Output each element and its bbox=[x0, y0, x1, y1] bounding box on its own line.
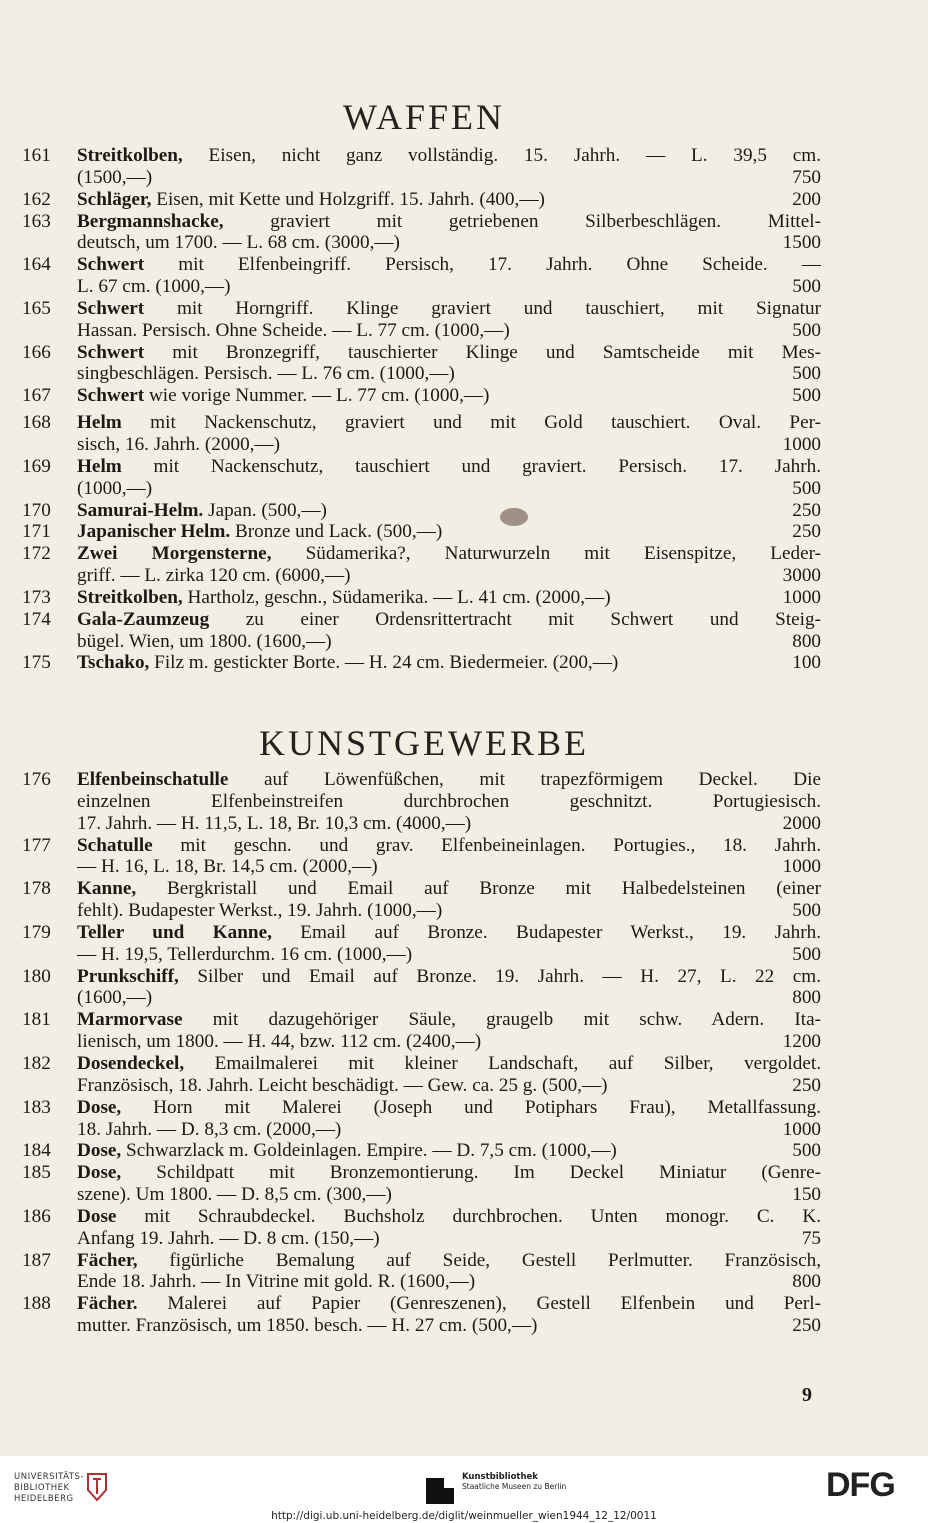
lot-last-line bbox=[77, 652, 821, 674]
lot-price: 250 bbox=[792, 1074, 821, 1096]
lot-text: Horn mit Malerei (Joseph und Potiphars Frau), Metallfassung. bbox=[121, 1096, 821, 1118]
lot-last-text bbox=[77, 987, 152, 1009]
lot-entry bbox=[0, 1053, 848, 1097]
lot-title: Kanne, bbox=[77, 878, 137, 900]
lot-text: 17. Jahrh. — H. 11,5, L. 18, Br. 10,3 cm. (4000,—) bbox=[77, 812, 472, 834]
lot-entry bbox=[0, 500, 848, 522]
lot-last-text bbox=[77, 1271, 475, 1293]
lot-text: Bronze und Lack. (500,—) bbox=[230, 521, 443, 543]
lot-text: bügel. Wien, um 1800. (1600,—) bbox=[77, 630, 332, 652]
lot-number: 171 bbox=[22, 521, 51, 543]
paper-stain bbox=[500, 508, 528, 526]
lot-last-line bbox=[77, 189, 821, 211]
lot-title: Schwert bbox=[77, 254, 145, 276]
lot-entry bbox=[0, 298, 848, 342]
lot-number: 162 bbox=[22, 188, 51, 210]
lot-price: 1000 bbox=[782, 1118, 821, 1140]
lot-number: 161 bbox=[22, 145, 51, 166]
lot-entry bbox=[0, 342, 848, 386]
lot-price: 250 bbox=[792, 521, 821, 543]
lot-text: — H. 19,5, Tellerdurchm. 16 cm. (1000,—) bbox=[77, 943, 413, 965]
lot-last-text bbox=[77, 434, 280, 456]
lot-price: 2000 bbox=[782, 812, 821, 834]
lot-line bbox=[77, 1097, 821, 1119]
source-url[interactable]: http://digi.ub.uni-heidelberg.de/diglit/weinmueller_wien1944_12_12/0011 bbox=[271, 1510, 657, 1522]
section-heading-kunstgewerbe: KUNSTGEWERBE bbox=[259, 723, 589, 763]
lot-title: Teller und Kanne, bbox=[77, 921, 272, 943]
lot-number: 187 bbox=[22, 1249, 51, 1271]
lot-last-text bbox=[77, 478, 152, 500]
lot-text: (1500,—) bbox=[77, 166, 153, 188]
lot-text: Malerei auf Papier (Genreszenen), Gestell Elfenbein und Perl- bbox=[137, 1293, 821, 1315]
lot-number: 167 bbox=[22, 385, 51, 407]
lot-last-text bbox=[77, 232, 400, 254]
lot-text: — H. 16, L. 18, Br. 14,5 cm. (2000,—) bbox=[77, 856, 378, 878]
lot-text: fehlt). Budapester Werkst., 19. Jahrh. (1000,—) bbox=[77, 900, 443, 922]
lot-last-line bbox=[77, 1031, 821, 1053]
lot-text: einzelnen Elfenbeinstreifen durchbrochen geschnitzt. Portugiesisch. bbox=[77, 790, 821, 812]
lot-last-text bbox=[77, 1228, 380, 1250]
lot-price: 1000 bbox=[782, 433, 821, 455]
lot-last-line bbox=[77, 1315, 821, 1337]
lot-number: 179 bbox=[22, 921, 51, 943]
lot-last-line bbox=[77, 1119, 821, 1141]
lot-price: 500 bbox=[792, 385, 821, 407]
lot-title: Fächer, bbox=[77, 1249, 138, 1271]
lot-number: 175 bbox=[22, 652, 51, 674]
lot-last-text bbox=[77, 500, 327, 522]
lot-list-waffen bbox=[0, 145, 848, 674]
lot-price: 500 bbox=[792, 943, 821, 965]
lot-text: Südamerika?, Naturwurzeln mit Eisenspitze, Leder- bbox=[271, 543, 821, 565]
lot-text: mit geschn. und grav. Elfenbeineinlagen. Portugies., 18. Jahrh. bbox=[152, 834, 821, 856]
kunstbibliothek-label bbox=[462, 1472, 566, 1492]
lot-text: Bergkristall und Email auf Bronze mit Halbedelsteinen (einer bbox=[136, 878, 821, 900]
lot-text: Französisch, 18. Jahrh. Leicht beschädigt. — Gew. ca. 25 g. (500,—) bbox=[77, 1074, 608, 1096]
lot-number: 183 bbox=[22, 1096, 51, 1118]
lot-text: Email auf Bronze. Budapester Werkst., 19. Jahrh. bbox=[271, 921, 821, 943]
lot-text: 18. Jahrh. — D. 8,3 cm. (2000,—) bbox=[77, 1118, 342, 1140]
lot-number: 173 bbox=[22, 586, 51, 608]
lot-text: Japan. (500,—) bbox=[203, 499, 327, 521]
lot-number: 178 bbox=[22, 878, 51, 900]
lot-price: 75 bbox=[801, 1227, 821, 1249]
lot-entry bbox=[0, 609, 848, 653]
lot-entry bbox=[0, 922, 848, 966]
lot-last-text bbox=[77, 385, 489, 407]
lot-last-text bbox=[77, 1315, 537, 1337]
kb-title: Kunstbibliothek bbox=[462, 1472, 538, 1482]
lot-entry bbox=[0, 456, 848, 500]
lot-text: Hassan. Persisch. Ohne Scheide. — L. 77 cm. (1000,—) bbox=[77, 319, 510, 341]
lot-title: Schatulle bbox=[77, 834, 153, 856]
lot-title: Gala-Zaumzeug bbox=[77, 608, 210, 630]
lot-price: 500 bbox=[792, 363, 821, 385]
lot-last-line bbox=[77, 385, 821, 407]
lot-text: wie vorige Nummer. — L. 77 cm. (1000,—) bbox=[144, 385, 490, 407]
lot-title: Samurai-Helm. bbox=[77, 499, 204, 521]
lot-last-text bbox=[77, 631, 332, 653]
lot-text: Ende 18. Jahrh. — In Vitrine mit gold. R. (1600,—) bbox=[77, 1271, 476, 1293]
lot-last-line bbox=[77, 631, 821, 653]
lot-number: 169 bbox=[22, 455, 51, 477]
lot-title: Bergmannshacke, bbox=[77, 210, 224, 232]
lot-line bbox=[77, 1053, 821, 1075]
lot-text: Eisen, mit Kette und Holzgriff. 15. Jahrh. (400,—) bbox=[151, 188, 545, 210]
kb-subtitle: Staatliche Museen zu Berlin bbox=[462, 1482, 567, 1491]
lot-number: 163 bbox=[22, 210, 51, 232]
university-library-label bbox=[14, 1472, 84, 1505]
lot-entry bbox=[0, 966, 848, 1010]
lot-last-text bbox=[77, 189, 545, 211]
lot-text: Schwarzlack m. Goldeinlagen. Empire. — D. 7,5 cm. (1000,—) bbox=[121, 1140, 617, 1162]
lot-list-kunstgewerbe bbox=[0, 769, 848, 1337]
lot-price: 150 bbox=[792, 1184, 821, 1206]
lot-price: 500 bbox=[792, 319, 821, 341]
lot-last-line bbox=[77, 1184, 821, 1206]
lot-title: Helm bbox=[77, 412, 122, 434]
lot-title: Dose, bbox=[77, 1096, 122, 1118]
lot-entry bbox=[0, 145, 848, 189]
lot-text: Eisen, nicht ganz vollständig. 15. Jahrh. — L. 39,5 cm. bbox=[182, 145, 821, 166]
lot-price: 250 bbox=[792, 499, 821, 521]
lot-entry bbox=[0, 1206, 848, 1250]
lot-price: 800 bbox=[792, 630, 821, 652]
lot-title: Schläger, bbox=[77, 188, 152, 210]
lot-text: mutter. Französisch, um 1850. besch. — H. 27 cm. (500,—) bbox=[77, 1315, 538, 1337]
lot-title: Tschako, bbox=[77, 652, 150, 674]
lot-price: 250 bbox=[792, 1315, 821, 1337]
lot-price: 1000 bbox=[782, 856, 821, 878]
lot-last-text bbox=[77, 1075, 608, 1097]
lot-title: Streitkolben, bbox=[77, 145, 183, 166]
lot-text: lienisch, um 1800. — H. 44, bzw. 112 cm. (2400,—) bbox=[77, 1031, 482, 1053]
lot-last-line bbox=[77, 1075, 821, 1097]
lot-last-text bbox=[77, 276, 230, 298]
lot-line bbox=[77, 769, 821, 791]
lot-title: Elfenbeinschatulle bbox=[77, 769, 229, 790]
lot-price: 500 bbox=[792, 477, 821, 499]
lot-entry bbox=[0, 1162, 848, 1206]
lot-number: 188 bbox=[22, 1293, 51, 1315]
lot-text: figürliche Bemalung auf Seide, Gestell Perlmutter. Französisch, bbox=[137, 1249, 821, 1271]
lot-entry bbox=[0, 1097, 848, 1141]
lot-title: Fächer. bbox=[77, 1293, 138, 1315]
lot-last-text bbox=[77, 944, 412, 966]
lot-entry bbox=[0, 211, 848, 255]
lot-price: 500 bbox=[792, 1140, 821, 1162]
lot-last-line bbox=[77, 1228, 821, 1250]
lot-title: Schwert bbox=[77, 297, 145, 319]
university-logo-icon bbox=[84, 1470, 110, 1504]
lot-entry bbox=[0, 385, 848, 407]
lot-text: Schildpatt mit Bronzemontierung. Im Deckel Miniatur (Genre- bbox=[121, 1162, 821, 1184]
lot-last-text bbox=[77, 1140, 617, 1162]
lot-text: mit Bronzegriff, tauschierter Klinge und Samtscheide mit Mes- bbox=[144, 341, 821, 363]
lot-last-line bbox=[77, 434, 821, 456]
uni-line: BIBLIOTHEK bbox=[14, 1483, 70, 1493]
lot-number: 170 bbox=[22, 499, 51, 521]
lot-entry bbox=[0, 1140, 848, 1162]
lot-text: Anfang 19. Jahrh. — D. 8 cm. (150,—) bbox=[77, 1227, 380, 1249]
section-heading-waffen: WAFFEN bbox=[342, 97, 506, 137]
lot-line bbox=[77, 1293, 821, 1315]
lot-text: (1600,—) bbox=[77, 987, 153, 1009]
lot-entry bbox=[0, 521, 848, 543]
lot-text: mit Nackenschutz, graviert und mit Gold tauschiert. Oval. Per- bbox=[121, 412, 821, 434]
lot-line bbox=[77, 298, 821, 320]
lot-last-line bbox=[77, 900, 821, 922]
lot-text: mit Elfenbeingriff. Persisch, 17. Jahrh. Ohne Scheide. — bbox=[144, 254, 821, 276]
lot-text: mit Horngriff. Klinge graviert und tauschiert, mit Signatur bbox=[144, 297, 821, 319]
lot-number: 165 bbox=[22, 297, 51, 319]
lot-number: 166 bbox=[22, 341, 51, 363]
lot-last-text bbox=[77, 320, 510, 342]
lot-number: 181 bbox=[22, 1009, 51, 1031]
lot-last-text bbox=[77, 521, 442, 543]
uni-line: UNIVERSITÄTS- bbox=[14, 1472, 84, 1482]
lot-line bbox=[77, 609, 821, 631]
lot-number: 180 bbox=[22, 965, 51, 987]
lot-entry bbox=[0, 835, 848, 879]
lot-title: Dosendeckel, bbox=[77, 1052, 185, 1074]
lot-title: Japanischer Helm. bbox=[77, 521, 231, 543]
lot-last-line bbox=[77, 856, 821, 878]
lot-title: Streitkolben, bbox=[77, 586, 183, 608]
lot-line bbox=[77, 1009, 821, 1031]
lot-text: griff. — L. zirka 120 cm. (6000,—) bbox=[77, 565, 351, 587]
lot-last-line bbox=[77, 500, 821, 522]
lot-title: Dose, bbox=[77, 1140, 122, 1162]
lot-title: Marmorvase bbox=[77, 1009, 183, 1031]
lot-number: 172 bbox=[22, 543, 51, 565]
lot-line bbox=[77, 878, 821, 900]
lot-price: 800 bbox=[792, 987, 821, 1009]
lot-entry bbox=[0, 543, 848, 587]
lot-last-line bbox=[77, 1140, 821, 1162]
lot-text: Silber und Email auf Bronze. 19. Jahrh. — H. 27, L. 22 cm. bbox=[178, 965, 821, 987]
digitization-footer bbox=[0, 1456, 928, 1523]
lot-last-text bbox=[77, 167, 152, 189]
lot-line bbox=[77, 922, 821, 944]
lot-line bbox=[77, 342, 821, 364]
lot-last-line bbox=[77, 478, 821, 500]
lot-last-line bbox=[77, 320, 821, 342]
lot-text: L. 67 cm. (1000,—) bbox=[77, 276, 231, 298]
lot-text: Filz m. gestickter Borte. — H. 24 cm. Biedermeier. (200,—) bbox=[149, 652, 619, 674]
lot-price: 500 bbox=[792, 900, 821, 922]
lot-line bbox=[77, 456, 821, 478]
lot-price: 750 bbox=[792, 166, 821, 188]
lot-number: 177 bbox=[22, 834, 51, 856]
lot-text: zu einer Ordensrittertracht mit Schwert und Steig- bbox=[209, 608, 821, 630]
lot-last-text bbox=[77, 1184, 392, 1206]
lot-text: szene). Um 1800. — D. 8,5 cm. (300,—) bbox=[77, 1184, 392, 1206]
lot-last-text bbox=[77, 652, 618, 674]
lot-line bbox=[77, 543, 821, 565]
lot-text: Hartholz, geschn., Südamerika. — L. 41 cm. (2000,—) bbox=[182, 586, 611, 608]
lot-number: 176 bbox=[22, 769, 51, 790]
lot-price: 3000 bbox=[782, 565, 821, 587]
lot-price: 100 bbox=[792, 652, 821, 674]
lot-text: (1000,—) bbox=[77, 477, 153, 499]
lot-price: 1200 bbox=[782, 1031, 821, 1053]
lot-line bbox=[77, 254, 821, 276]
lot-last-text bbox=[77, 587, 611, 609]
lot-price: 1000 bbox=[782, 586, 821, 608]
lot-entry bbox=[0, 1250, 848, 1294]
lot-entry bbox=[0, 878, 848, 922]
lot-entry bbox=[0, 189, 848, 211]
lot-title: Schwert bbox=[77, 385, 145, 407]
lot-line bbox=[77, 1250, 821, 1272]
lot-line bbox=[77, 791, 821, 813]
lot-price: 800 bbox=[792, 1271, 821, 1293]
lot-last-line bbox=[77, 521, 821, 543]
lot-last-line bbox=[77, 167, 821, 189]
lot-line bbox=[77, 412, 821, 434]
lot-title: Prunkschiff, bbox=[77, 965, 179, 987]
lot-text: singbeschlägen. Persisch. — L. 76 cm. (1000,—) bbox=[77, 363, 455, 385]
lot-last-text bbox=[77, 813, 471, 835]
lot-price: 500 bbox=[792, 276, 821, 298]
lot-text: auf Löwenfüßchen, mit trapezförmigem Deckel. Die bbox=[228, 769, 821, 790]
uni-line: HEIDELBERG bbox=[14, 1494, 74, 1504]
lot-last-text bbox=[77, 900, 442, 922]
lot-text: deutsch, um 1700. — L. 68 cm. (3000,—) bbox=[77, 232, 400, 254]
lot-last-text bbox=[77, 1031, 481, 1053]
lot-last-text bbox=[77, 1119, 341, 1141]
lot-title: Zwei Morgensterne, bbox=[77, 543, 272, 565]
lot-last-text bbox=[77, 856, 378, 878]
lot-entry bbox=[0, 587, 848, 609]
lot-text: sisch, 16. Jahrh. (2000,—) bbox=[77, 433, 281, 455]
lot-number: 185 bbox=[22, 1162, 51, 1184]
lot-last-line bbox=[77, 363, 821, 385]
lot-line bbox=[77, 1162, 821, 1184]
kunstbibliothek-logo-icon bbox=[424, 1474, 456, 1506]
lot-last-text bbox=[77, 363, 455, 385]
lot-entry bbox=[0, 254, 848, 298]
lot-number: 168 bbox=[22, 412, 51, 434]
lot-text: mit dazugehöriger Säule, graugelb mit schw. Adern. Ita- bbox=[182, 1009, 821, 1031]
lot-last-line bbox=[77, 987, 821, 1009]
lot-last-line bbox=[77, 565, 821, 587]
lot-number: 174 bbox=[22, 608, 51, 630]
lot-last-line bbox=[77, 276, 821, 298]
lot-number: 184 bbox=[22, 1140, 51, 1162]
lot-number: 182 bbox=[22, 1052, 51, 1074]
lot-price: 1500 bbox=[782, 232, 821, 254]
lot-entry bbox=[0, 412, 848, 456]
lot-line bbox=[77, 966, 821, 988]
lot-text: graviert mit getriebenen Silberbeschlägen. Mittel- bbox=[223, 210, 821, 232]
lot-last-text bbox=[77, 565, 351, 587]
lot-price: 200 bbox=[792, 188, 821, 210]
lot-entry bbox=[0, 1009, 848, 1053]
lot-last-line bbox=[77, 944, 821, 966]
dfg-logo: DFG bbox=[826, 1466, 895, 1504]
lot-entry bbox=[0, 769, 848, 835]
lot-line bbox=[77, 145, 821, 167]
lot-last-line bbox=[77, 813, 821, 835]
lot-number: 164 bbox=[22, 254, 51, 276]
lot-title: Dose, bbox=[77, 1162, 122, 1184]
lot-line bbox=[77, 211, 821, 233]
lot-entry bbox=[0, 652, 848, 674]
lot-text: mit Schraubdeckel. Buchsholz durchbrochen. Unten monogr. C. K. bbox=[116, 1205, 821, 1227]
lot-line bbox=[77, 835, 821, 857]
lot-title: Helm bbox=[77, 455, 122, 477]
lot-number: 186 bbox=[22, 1205, 51, 1227]
lot-title: Dose bbox=[77, 1205, 117, 1227]
lot-last-line bbox=[77, 587, 821, 609]
lot-title: Schwert bbox=[77, 341, 145, 363]
lot-entry bbox=[0, 1293, 848, 1337]
page-number: 9 bbox=[802, 1384, 812, 1406]
lot-text: Emailmalerei mit kleiner Landschaft, auf Silber, vergoldet. bbox=[184, 1052, 821, 1074]
lot-line bbox=[77, 1206, 821, 1228]
lot-last-line bbox=[77, 232, 821, 254]
lot-last-line bbox=[77, 1271, 821, 1293]
lot-text: mit Nackenschutz, tauschiert und graviert. Persisch. 17. Jahrh. bbox=[121, 455, 821, 477]
